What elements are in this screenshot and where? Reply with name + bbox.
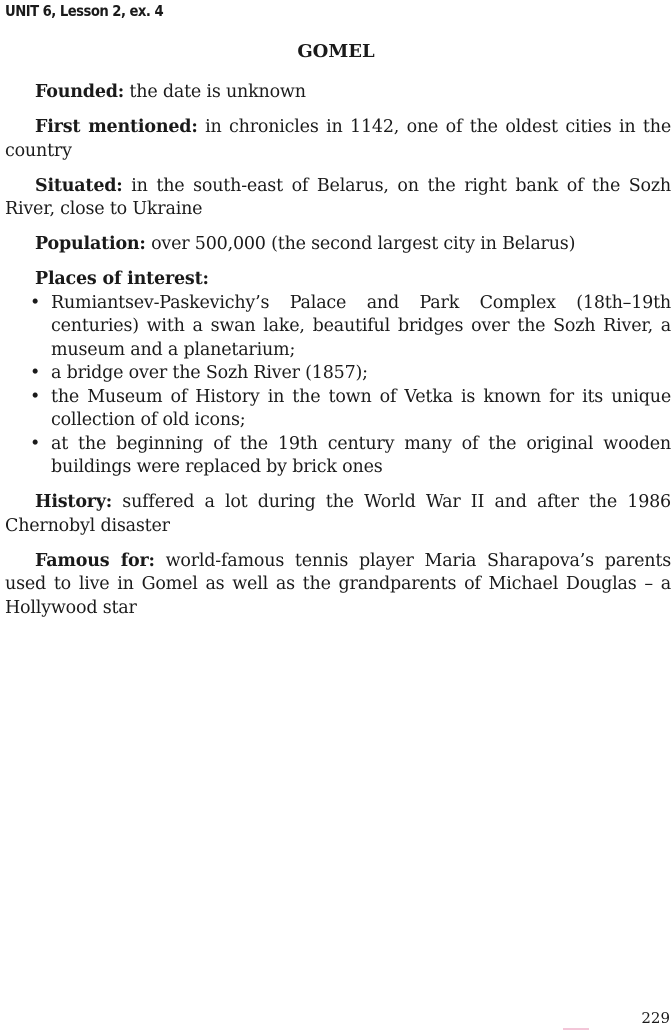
page-number: 229 bbox=[641, 1009, 670, 1027]
list-item bbox=[5, 292, 671, 363]
list-item-text: Rumiantsev-Paskevichy’s Palace and Park Complex (18th–19th centuries) with a swan lake, beautiful bridges over the Sozh River, a museum and a planetarium; bbox=[51, 292, 671, 360]
founded-text: the date is unknown bbox=[124, 82, 306, 102]
bullet-icon: • bbox=[30, 433, 41, 454]
list-item bbox=[5, 362, 671, 386]
situated-paragraph bbox=[5, 175, 671, 222]
history-text: suffered a lot during the World War II and after the 1986 Chernobyl disaster bbox=[5, 492, 671, 536]
page-title: GOMEL bbox=[297, 41, 375, 62]
places-of-interest-label: Places of interest: bbox=[35, 269, 209, 289]
famous-for-text: world-famous tennis player Maria Sharapova’s parents used to live in Gomel as well as the grandparents of Michael Douglas – a Hollywood star bbox=[5, 550, 671, 618]
situated-label: Situated: bbox=[35, 175, 123, 196]
bullet-icon: • bbox=[30, 363, 41, 383]
history-label: History: bbox=[35, 492, 113, 512]
famous-for-paragraph bbox=[5, 550, 671, 621]
page-edge-mark bbox=[563, 1028, 589, 1030]
population-text: over 500,000 (the second largest city in Belarus) bbox=[145, 234, 576, 254]
population-label: Population: bbox=[35, 234, 146, 254]
history-paragraph bbox=[5, 491, 671, 538]
list-item bbox=[5, 386, 671, 433]
places-of-interest-list bbox=[5, 292, 671, 480]
bullet-icon: • bbox=[30, 386, 41, 407]
list-item bbox=[5, 433, 671, 480]
founded-paragraph bbox=[5, 81, 671, 105]
bullet-icon: • bbox=[30, 292, 41, 313]
unit-lesson-header: UNIT 6, Lesson 2, ex. 4 bbox=[5, 2, 164, 20]
list-item-text: the Museum of History in the town of Vetka is known for its unique collection of old icons; bbox=[51, 386, 671, 430]
population-paragraph bbox=[5, 233, 671, 257]
list-item-text: a bridge over the Sozh River (1857); bbox=[51, 363, 368, 383]
first-mentioned-text: in chronicles in 1142, one of the oldest cities in the country bbox=[5, 117, 671, 161]
list-item-text: at the beginning of the 19th century many of the original wooden buildings were replaced by brick ones bbox=[51, 433, 671, 477]
places-of-interest-heading bbox=[5, 268, 671, 292]
famous-for-label: Famous for: bbox=[35, 550, 155, 571]
founded-label: Founded: bbox=[35, 82, 125, 102]
situated-text: in the south-east of Belarus, on the right bank of the Sozh River, close to Ukraine bbox=[5, 175, 671, 219]
first-mentioned-paragraph bbox=[5, 116, 671, 163]
first-mentioned-label: First mentioned: bbox=[35, 117, 198, 137]
city-fact-sheet bbox=[5, 81, 671, 632]
